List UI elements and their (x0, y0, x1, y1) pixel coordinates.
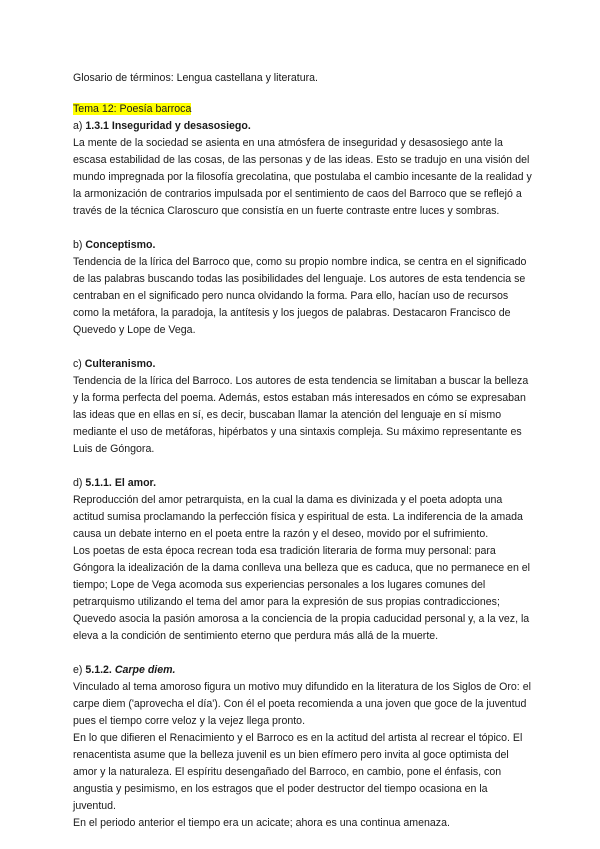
section-title: 5.1.2. (85, 664, 112, 676)
section-letter: c) (73, 358, 82, 370)
section-inseguridad (73, 118, 533, 220)
section-paragraph: Vinculado al tema amoroso figura un motivo muy difundido en la literatura de los Siglos de Oro: el carpe diem ('aprovecha el día'). Con él el poeta recomienda a una joven que goce de la juventud pues el tiempo corre veloz y la vejez llega pronto. (73, 681, 531, 727)
document-title: Glosario de términos: Lengua castellana y literatura. (73, 72, 318, 84)
section-heading (73, 475, 533, 492)
section-letter: a) (73, 120, 83, 132)
section-carpe-diem (73, 662, 533, 832)
section-letter: e) (73, 664, 83, 676)
section-letter: d) (73, 477, 83, 489)
section-heading (73, 118, 533, 135)
section-paragraph: Los poetas de esta época recrean toda esa tradición literaria de forma muy personal: para Góngora la idealización de la dama conlleva una belleza que es caduca, que no permanece en el tiempo; Lope de Vega acomoda sus experiencias personales a los lugares comunes del petrarquismo utilizando el tema del amor para la expresión de sus propias contradicciones; Quevedo asocia la pasión amorosa a la conciencia de la propia caducidad personal y, a la vez, la eleva a la condición de sentimiento eterno que perdura más allá de la muerte. (73, 545, 531, 642)
section-heading (73, 237, 533, 254)
section-paragraph: En lo que difieren el Renacimiento y el Barroco es en la actitud del artista al recrear el tópico. El renacentista asume que la belleza juvenil es un bien efímero pero invita al goce optimista del amor y la naturaleza. El espíritu desengañado del Barroco, en cambio, pone el énfasis, con angustia y pesimismo, en los estragos que el poder destructor del tiempo ocasiona en la juventud. (73, 732, 523, 812)
section-el-amor (73, 475, 533, 645)
section-paragraph: En el periodo anterior el tiempo era un acicate; ahora es una continua amenaza. (73, 817, 450, 829)
section-title: 1.3.1 Inseguridad y desasosiego. (85, 120, 251, 132)
section-paragraph: Tendencia de la lírica del Barroco que, como su propio nombre indica, se centra en el significado de las palabras buscando todas las posibilidades del lenguaje. Los autores de esta tendencia se centraban en el significado pero nunca olvidando la forma. Para ello, hacían uso de recursos como la metáfora, la paradoja, la antítesis y los juegos de palabras. Destacaron Francisco de Quevedo y Lope de Vega. (73, 256, 527, 336)
section-paragraph: Reproducción del amor petrarquista, en la cual la dama es divinizada y el poeta adopta una actitud sumisa proclamando la perfección física y espiritual de esta. La indiferencia de la amada causa un debate interno en el poeta entre la razón y el deseo, movido por el sufrimiento. (73, 494, 523, 540)
section-paragraph: Tendencia de la lírica del Barroco. Los autores de esta tendencia se limitaban a buscar la belleza y la forma perfecta del poema. Además, estos estaban más interesados en cómo se expresaban las ideas que en ellas en sí, es decir, buscaban llamar la atención del lenguaje en sí mismo mediante el uso de metáforas, hipérbatos y una sintaxis compleja. Su máximo representante es Luis de Góngora. (73, 375, 529, 455)
section-paragraph: La mente de la sociedad se asienta en una atmósfera de inseguridad y desasosiego ante la escasa estabilidad de las cosas, de las personas y de las ideas. Esto se tradujo en una visión del mundo impregnada por la filosofía grecolatina, que postulaba el cambio incesante de la realidad y la armonización de contrarios impulsada por el sentimiento de caos del Barroco que se reflejó a través de la técnica Claroscuro que consistía en un fuerte contraste entre luces y sombras. (73, 137, 532, 217)
topic-highlight: Tema 12: Poesía barroca (73, 103, 192, 115)
section-heading (73, 356, 533, 373)
section-title: Conceptismo. (85, 239, 156, 251)
section-title: Culteranismo. (84, 358, 156, 370)
section-title: 5.1.1. El amor. (85, 477, 157, 489)
section-title-emphasis: Carpe diem. (114, 664, 176, 676)
topic-heading (73, 101, 533, 118)
document-page (73, 70, 533, 849)
section-letter: b) (73, 239, 83, 251)
section-conceptismo (73, 237, 533, 339)
section-heading (73, 662, 533, 679)
section-culteranismo (73, 356, 533, 458)
